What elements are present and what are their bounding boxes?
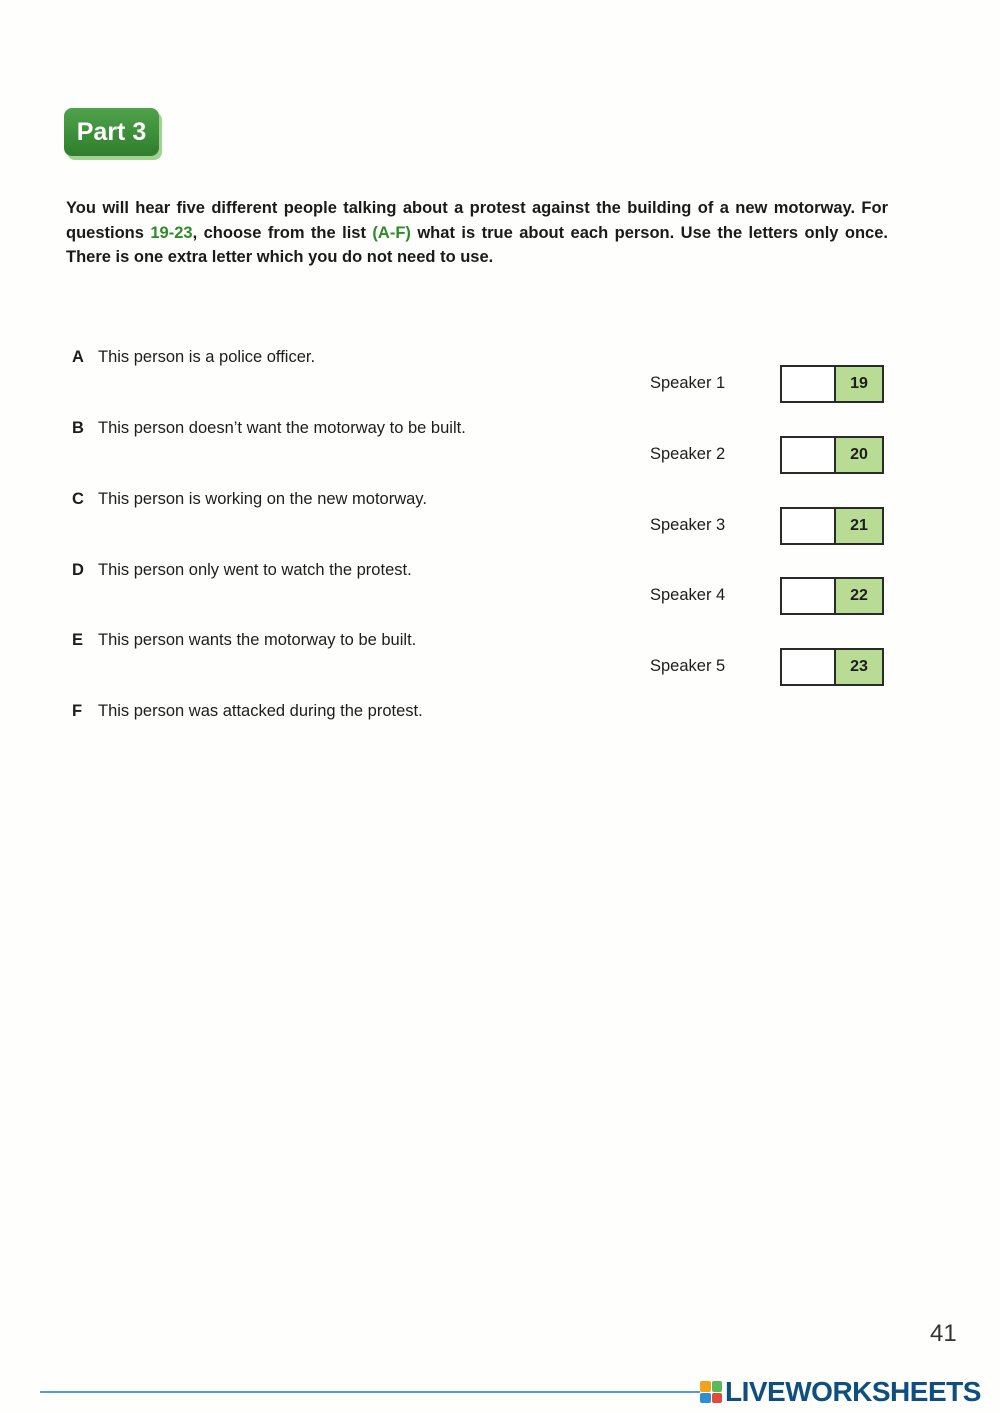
option-e (72, 631, 416, 650)
option-d (72, 561, 412, 580)
speaker-1-label: Speaker 1 (650, 374, 726, 392)
speaker-5-answer (780, 648, 884, 686)
question-number: 23 (836, 650, 882, 684)
option-text: This person was attacked during the protest. (98, 702, 423, 720)
option-text: This person wants the motorway to be built. (98, 631, 417, 649)
speaker-5-label: Speaker 5 (650, 657, 726, 675)
liveworksheets-icon (700, 1381, 722, 1403)
question-number: 21 (836, 509, 882, 543)
footer-divider (40, 1391, 700, 1393)
option-letter: A (72, 348, 84, 366)
option-a (72, 348, 315, 367)
speaker-3-answer (780, 507, 884, 545)
option-letter: E (72, 631, 84, 649)
option-letter: D (72, 561, 84, 579)
answer-input-21[interactable] (782, 509, 836, 543)
instructions-text-3: what is true about each person. Use the letters only once. There is one extra letter which you do not need to use. (66, 223, 888, 266)
speaker-2-label: Speaker 2 (650, 445, 726, 463)
question-number: 22 (836, 579, 882, 613)
speaker-3-label: Speaker 3 (650, 516, 726, 534)
instructions (66, 196, 888, 270)
question-range: 19-23 (150, 223, 193, 242)
page-number: 41 (930, 1320, 957, 1347)
speaker-2-answer (780, 436, 884, 474)
option-text: This person is a police officer. (98, 348, 316, 366)
option-text: This person only went to watch the protest. (98, 561, 412, 579)
answer-input-20[interactable] (782, 438, 836, 472)
answer-input-22[interactable] (782, 579, 836, 613)
question-number: 20 (836, 438, 882, 472)
answer-input-19[interactable] (782, 367, 836, 401)
option-letter: B (72, 419, 84, 437)
option-letter: F (72, 702, 83, 720)
liveworksheets-logo[interactable] (700, 1376, 981, 1408)
instructions-text-2: , choose from the list (192, 223, 373, 242)
option-f (72, 702, 423, 721)
option-text: This person is working on the new motorway. (98, 490, 427, 508)
speaker-4-answer (780, 577, 884, 615)
option-c (72, 490, 427, 509)
speaker-4-label: Speaker 4 (650, 586, 726, 604)
speaker-1-answer (780, 365, 884, 403)
part-badge: Part 3 (64, 108, 159, 156)
option-letter: C (72, 490, 84, 508)
option-b (72, 419, 466, 438)
instructions-text-1: You will hear five different people talking about a protest against the building of a new motorway. For questions (66, 199, 888, 242)
question-number: 19 (836, 367, 882, 401)
brand-name: LIVEWORKSHEETS (725, 1376, 981, 1407)
letter-range: (A-F) (372, 223, 411, 242)
option-text: This person doesn’t want the motorway to be built. (98, 419, 466, 437)
answer-input-23[interactable] (782, 650, 836, 684)
